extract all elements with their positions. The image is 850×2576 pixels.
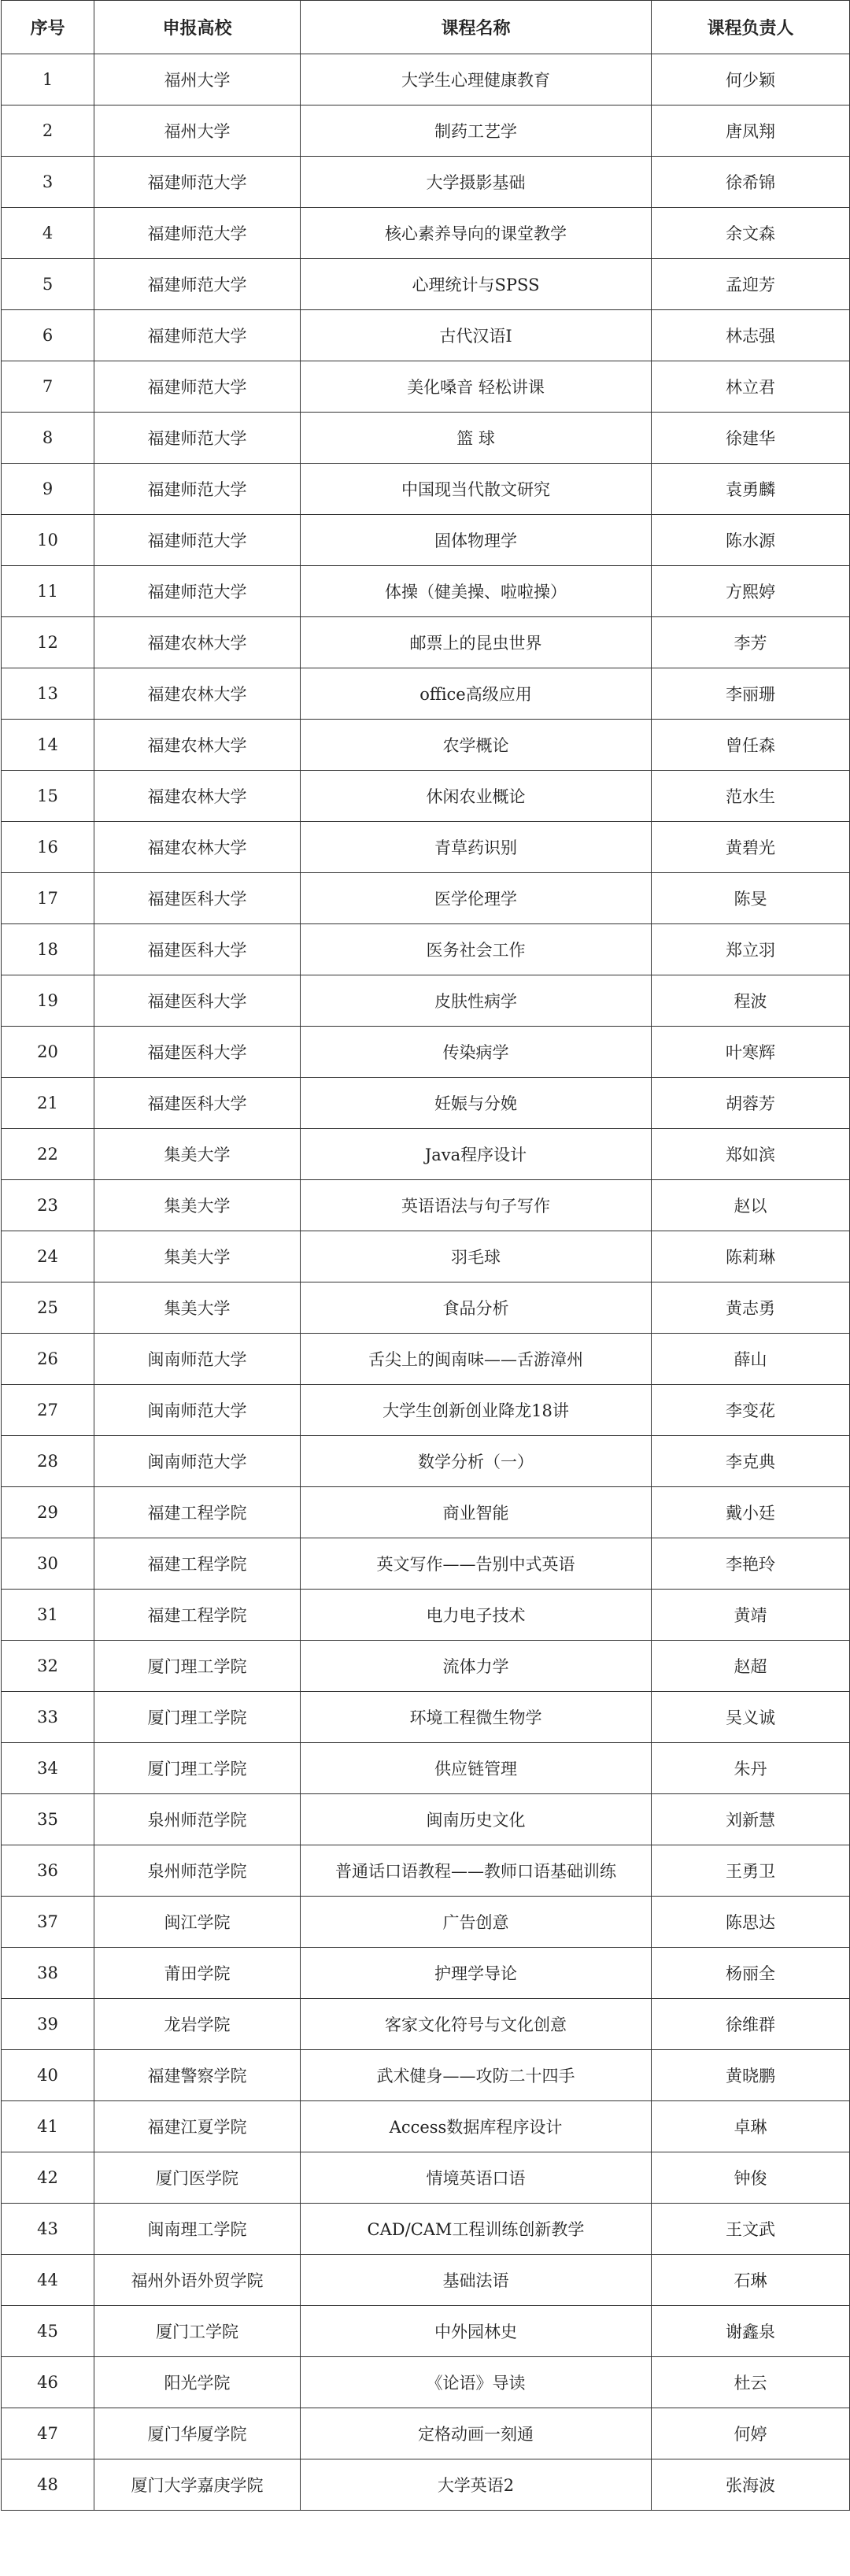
table-row — [2, 1743, 850, 1794]
cell-course-lead: 何少颖 — [652, 54, 850, 105]
cell-university: 福建工程学院 — [94, 1538, 301, 1590]
cell-course-lead: 叶寒辉 — [652, 1027, 850, 1078]
table-row — [2, 924, 850, 975]
cell-index: 37 — [2, 1897, 94, 1948]
cell-course-lead: 胡蓉芳 — [652, 1078, 850, 1129]
cell-course-lead: 黄碧光 — [652, 822, 850, 873]
cell-course-name: 大学生心理健康教育 — [301, 54, 652, 105]
table-row — [2, 771, 850, 822]
table-row — [2, 2459, 850, 2511]
cell-course-lead: 郑如滨 — [652, 1129, 850, 1180]
cell-course-lead: 郑立羽 — [652, 924, 850, 975]
cell-course-name: 供应链管理 — [301, 1743, 652, 1794]
cell-course-name: 青草药识别 — [301, 822, 652, 873]
cell-university: 福建师范大学 — [94, 310, 301, 361]
table-row — [2, 975, 850, 1027]
table-row — [2, 1641, 850, 1692]
cell-university: 闽江学院 — [94, 1897, 301, 1948]
table-row — [2, 2101, 850, 2152]
table-row — [2, 1999, 850, 2050]
cell-index: 3 — [2, 157, 94, 208]
table-row — [2, 1794, 850, 1845]
cell-index: 46 — [2, 2357, 94, 2408]
cell-course-lead: 石琳 — [652, 2255, 850, 2306]
cell-index: 27 — [2, 1385, 94, 1436]
cell-university: 福州大学 — [94, 105, 301, 157]
cell-index: 24 — [2, 1231, 94, 1282]
cell-course-name: 客家文化符号与文化创意 — [301, 1999, 652, 2050]
cell-course-lead: 钟俊 — [652, 2152, 850, 2204]
cell-index: 41 — [2, 2101, 94, 2152]
cell-course-name: 流体力学 — [301, 1641, 652, 1692]
cell-course-name: 制药工艺学 — [301, 105, 652, 157]
cell-course-lead: 朱丹 — [652, 1743, 850, 1794]
cell-course-lead: 张海波 — [652, 2459, 850, 2511]
cell-index: 13 — [2, 668, 94, 720]
cell-university: 福建师范大学 — [94, 259, 301, 310]
cell-university: 闽南师范大学 — [94, 1436, 301, 1487]
cell-university: 福州大学 — [94, 54, 301, 105]
table-row — [2, 2306, 850, 2357]
cell-index: 40 — [2, 2050, 94, 2101]
cell-course-lead: 陈莉琳 — [652, 1231, 850, 1282]
cell-course-name: 皮肤性病学 — [301, 975, 652, 1027]
cell-university: 集美大学 — [94, 1282, 301, 1334]
cell-university: 福建医科大学 — [94, 1078, 301, 1129]
cell-index: 42 — [2, 2152, 94, 2204]
cell-index: 32 — [2, 1641, 94, 1692]
cell-course-lead: 李芳 — [652, 617, 850, 668]
table-row — [2, 259, 850, 310]
cell-course-lead: 曾任森 — [652, 720, 850, 771]
cell-university: 集美大学 — [94, 1231, 301, 1282]
cell-course-name: 情境英语口语 — [301, 2152, 652, 2204]
table-row — [2, 413, 850, 464]
cell-university: 厦门理工学院 — [94, 1743, 301, 1794]
cell-course-name: CAD/CAM工程训练创新教学 — [301, 2204, 652, 2255]
cell-course-name: 数学分析（一） — [301, 1436, 652, 1487]
cell-course-lead: 王勇卫 — [652, 1845, 850, 1897]
cell-course-lead: 吴义诚 — [652, 1692, 850, 1743]
cell-course-lead: 刘新慧 — [652, 1794, 850, 1845]
cell-index: 9 — [2, 464, 94, 515]
cell-index: 33 — [2, 1692, 94, 1743]
cell-course-name: 农学概论 — [301, 720, 652, 771]
cell-course-lead: 薛山 — [652, 1334, 850, 1385]
cell-course-name: 广告创意 — [301, 1897, 652, 1948]
cell-course-name: 环境工程微生物学 — [301, 1692, 652, 1743]
table-row — [2, 720, 850, 771]
table-row — [2, 464, 850, 515]
cell-course-lead: 王文武 — [652, 2204, 850, 2255]
table-row — [2, 566, 850, 617]
table-row — [2, 157, 850, 208]
cell-university: 福建师范大学 — [94, 413, 301, 464]
cell-index: 14 — [2, 720, 94, 771]
cell-university: 福建农林大学 — [94, 668, 301, 720]
cell-university: 福建农林大学 — [94, 720, 301, 771]
cell-index: 11 — [2, 566, 94, 617]
cell-course-name: 医学伦理学 — [301, 873, 652, 924]
header-row — [2, 1, 850, 54]
cell-index: 31 — [2, 1590, 94, 1641]
cell-university: 泉州师范学院 — [94, 1845, 301, 1897]
cell-course-lead: 方熙婷 — [652, 566, 850, 617]
table-row — [2, 1692, 850, 1743]
cell-university: 福建师范大学 — [94, 566, 301, 617]
cell-course-lead: 林立君 — [652, 361, 850, 413]
cell-course-lead: 戴小廷 — [652, 1487, 850, 1538]
table-body — [2, 54, 850, 2511]
cell-course-lead: 孟迎芳 — [652, 259, 850, 310]
cell-course-lead: 袁勇麟 — [652, 464, 850, 515]
cell-index: 23 — [2, 1180, 94, 1231]
cell-index: 22 — [2, 1129, 94, 1180]
table-row — [2, 1590, 850, 1641]
cell-index: 20 — [2, 1027, 94, 1078]
cell-index: 44 — [2, 2255, 94, 2306]
cell-course-name: 大学生创新创业降龙18讲 — [301, 1385, 652, 1436]
cell-university: 福建工程学院 — [94, 1487, 301, 1538]
cell-course-name: 英语语法与句子写作 — [301, 1180, 652, 1231]
cell-university: 福建师范大学 — [94, 515, 301, 566]
cell-course-name: 医务社会工作 — [301, 924, 652, 975]
table-row — [2, 873, 850, 924]
table-row — [2, 1385, 850, 1436]
table-row — [2, 1027, 850, 1078]
cell-university: 集美大学 — [94, 1129, 301, 1180]
cell-course-lead: 赵超 — [652, 1641, 850, 1692]
cell-university: 福建师范大学 — [94, 361, 301, 413]
cell-university: 福建警察学院 — [94, 2050, 301, 2101]
cell-course-lead: 余文森 — [652, 208, 850, 259]
cell-index: 43 — [2, 2204, 94, 2255]
cell-course-name: 中外园林史 — [301, 2306, 652, 2357]
cell-course-name: Java程序设计 — [301, 1129, 652, 1180]
cell-course-lead: 李克典 — [652, 1436, 850, 1487]
cell-university: 福建医科大学 — [94, 873, 301, 924]
cell-index: 29 — [2, 1487, 94, 1538]
table-row — [2, 1334, 850, 1385]
cell-course-lead: 陈旻 — [652, 873, 850, 924]
cell-course-name: 羽毛球 — [301, 1231, 652, 1282]
cell-university: 闽南师范大学 — [94, 1385, 301, 1436]
cell-index: 35 — [2, 1794, 94, 1845]
cell-index: 4 — [2, 208, 94, 259]
cell-index: 2 — [2, 105, 94, 157]
cell-university: 龙岩学院 — [94, 1999, 301, 2050]
cell-course-lead: 程波 — [652, 975, 850, 1027]
table-row — [2, 1538, 850, 1590]
table-row — [2, 1948, 850, 1999]
table-row — [2, 208, 850, 259]
cell-course-name: 《论语》导读 — [301, 2357, 652, 2408]
table-row — [2, 1129, 850, 1180]
cell-index: 39 — [2, 1999, 94, 2050]
table-row — [2, 310, 850, 361]
table-row — [2, 515, 850, 566]
cell-course-lead: 谢鑫泉 — [652, 2306, 850, 2357]
cell-index: 47 — [2, 2408, 94, 2459]
cell-index: 8 — [2, 413, 94, 464]
cell-university: 厦门工学院 — [94, 2306, 301, 2357]
cell-course-name: 普通话口语教程——教师口语基础训练 — [301, 1845, 652, 1897]
cell-index: 38 — [2, 1948, 94, 1999]
cell-index: 10 — [2, 515, 94, 566]
table-row — [2, 2255, 850, 2306]
cell-course-name: Access数据库程序设计 — [301, 2101, 652, 2152]
cell-course-name: 妊娠与分娩 — [301, 1078, 652, 1129]
course-table — [1, 0, 850, 2511]
cell-course-name: 舌尖上的闽南味——舌游漳州 — [301, 1334, 652, 1385]
cell-course-lead: 李变花 — [652, 1385, 850, 1436]
cell-course-lead: 陈水源 — [652, 515, 850, 566]
cell-course-lead: 杜云 — [652, 2357, 850, 2408]
cell-university: 福建农林大学 — [94, 617, 301, 668]
cell-course-lead: 范水生 — [652, 771, 850, 822]
cell-course-lead: 黄靖 — [652, 1590, 850, 1641]
cell-university: 闽南师范大学 — [94, 1334, 301, 1385]
cell-course-name: 心理统计与SPSS — [301, 259, 652, 310]
cell-course-lead: 黄志勇 — [652, 1282, 850, 1334]
table-row — [2, 668, 850, 720]
cell-index: 26 — [2, 1334, 94, 1385]
cell-university: 厦门大学嘉庚学院 — [94, 2459, 301, 2511]
cell-course-lead: 何婷 — [652, 2408, 850, 2459]
cell-index: 36 — [2, 1845, 94, 1897]
cell-university: 福建农林大学 — [94, 771, 301, 822]
cell-course-name: 定格动画一刻通 — [301, 2408, 652, 2459]
cell-course-name: 食品分析 — [301, 1282, 652, 1334]
cell-course-name: 英文写作——告别中式英语 — [301, 1538, 652, 1590]
cell-course-name: 休闲农业概论 — [301, 771, 652, 822]
cell-university: 泉州师范学院 — [94, 1794, 301, 1845]
cell-course-lead: 卓琳 — [652, 2101, 850, 2152]
cell-university: 闽南理工学院 — [94, 2204, 301, 2255]
cell-index: 45 — [2, 2306, 94, 2357]
cell-course-lead: 唐凤翔 — [652, 105, 850, 157]
cell-course-name: 固体物理学 — [301, 515, 652, 566]
cell-index: 48 — [2, 2459, 94, 2511]
cell-course-name: 核心素养导向的课堂教学 — [301, 208, 652, 259]
cell-course-lead: 杨丽全 — [652, 1948, 850, 1999]
cell-course-lead: 李丽珊 — [652, 668, 850, 720]
cell-university: 莆田学院 — [94, 1948, 301, 1999]
table-row — [2, 1487, 850, 1538]
cell-course-lead: 徐希锦 — [652, 157, 850, 208]
cell-university: 福建医科大学 — [94, 1027, 301, 1078]
cell-index: 16 — [2, 822, 94, 873]
table-row — [2, 1231, 850, 1282]
table-row — [2, 1282, 850, 1334]
cell-course-name: 传染病学 — [301, 1027, 652, 1078]
table-row — [2, 54, 850, 105]
cell-course-name: 护理学导论 — [301, 1948, 652, 1999]
header-course-name: 课程名称 — [301, 1, 652, 54]
table-row — [2, 1436, 850, 1487]
table-row — [2, 617, 850, 668]
cell-university: 福建医科大学 — [94, 975, 301, 1027]
cell-university: 福州外语外贸学院 — [94, 2255, 301, 2306]
cell-course-name: 大学英语2 — [301, 2459, 652, 2511]
table-row — [2, 1897, 850, 1948]
table-row — [2, 1180, 850, 1231]
cell-course-name: 美化嗓音 轻松讲课 — [301, 361, 652, 413]
cell-university: 福建师范大学 — [94, 157, 301, 208]
cell-course-name: 中国现当代散文研究 — [301, 464, 652, 515]
table-row — [2, 2204, 850, 2255]
cell-index: 17 — [2, 873, 94, 924]
cell-course-name: 武术健身——攻防二十四手 — [301, 2050, 652, 2101]
cell-index: 34 — [2, 1743, 94, 1794]
table-row — [2, 1078, 850, 1129]
cell-course-lead: 徐建华 — [652, 413, 850, 464]
cell-university: 厦门华厦学院 — [94, 2408, 301, 2459]
cell-index: 15 — [2, 771, 94, 822]
table-header — [2, 1, 850, 54]
cell-course-name: 商业智能 — [301, 1487, 652, 1538]
table-row — [2, 2152, 850, 2204]
cell-course-name: 电力电子技术 — [301, 1590, 652, 1641]
cell-course-lead: 徐维群 — [652, 1999, 850, 2050]
cell-course-name: 篮 球 — [301, 413, 652, 464]
cell-index: 7 — [2, 361, 94, 413]
cell-course-name: 大学摄影基础 — [301, 157, 652, 208]
cell-index: 1 — [2, 54, 94, 105]
cell-index: 19 — [2, 975, 94, 1027]
table-row — [2, 2408, 850, 2459]
cell-course-lead: 赵以 — [652, 1180, 850, 1231]
cell-course-lead: 陈思达 — [652, 1897, 850, 1948]
header-index: 序号 — [2, 1, 94, 54]
cell-university: 集美大学 — [94, 1180, 301, 1231]
cell-index: 18 — [2, 924, 94, 975]
cell-university: 福建农林大学 — [94, 822, 301, 873]
cell-university: 福建医科大学 — [94, 924, 301, 975]
cell-university: 福建师范大学 — [94, 464, 301, 515]
cell-index: 5 — [2, 259, 94, 310]
table-row — [2, 1845, 850, 1897]
cell-course-lead: 林志强 — [652, 310, 850, 361]
cell-index: 21 — [2, 1078, 94, 1129]
cell-course-lead: 黄晓鹏 — [652, 2050, 850, 2101]
cell-university: 阳光学院 — [94, 2357, 301, 2408]
cell-index: 28 — [2, 1436, 94, 1487]
table-row — [2, 2357, 850, 2408]
cell-index: 25 — [2, 1282, 94, 1334]
cell-university: 厦门医学院 — [94, 2152, 301, 2204]
table-row — [2, 2050, 850, 2101]
cell-university: 福建师范大学 — [94, 208, 301, 259]
table-row — [2, 822, 850, 873]
cell-university: 福建工程学院 — [94, 1590, 301, 1641]
header-university: 申报高校 — [94, 1, 301, 54]
cell-course-lead: 李艳玲 — [652, 1538, 850, 1590]
cell-university: 福建江夏学院 — [94, 2101, 301, 2152]
cell-course-name: 闽南历史文化 — [301, 1794, 652, 1845]
cell-course-name: 基础法语 — [301, 2255, 652, 2306]
cell-course-name: 体操（健美操、啦啦操） — [301, 566, 652, 617]
table-row — [2, 361, 850, 413]
cell-university: 厦门理工学院 — [94, 1641, 301, 1692]
cell-course-name: 古代汉语I — [301, 310, 652, 361]
cell-course-name: office高级应用 — [301, 668, 652, 720]
cell-index: 6 — [2, 310, 94, 361]
header-course-lead: 课程负责人 — [652, 1, 850, 54]
cell-index: 12 — [2, 617, 94, 668]
cell-index: 30 — [2, 1538, 94, 1590]
cell-university: 厦门理工学院 — [94, 1692, 301, 1743]
table-row — [2, 105, 850, 157]
cell-course-name: 邮票上的昆虫世界 — [301, 617, 652, 668]
